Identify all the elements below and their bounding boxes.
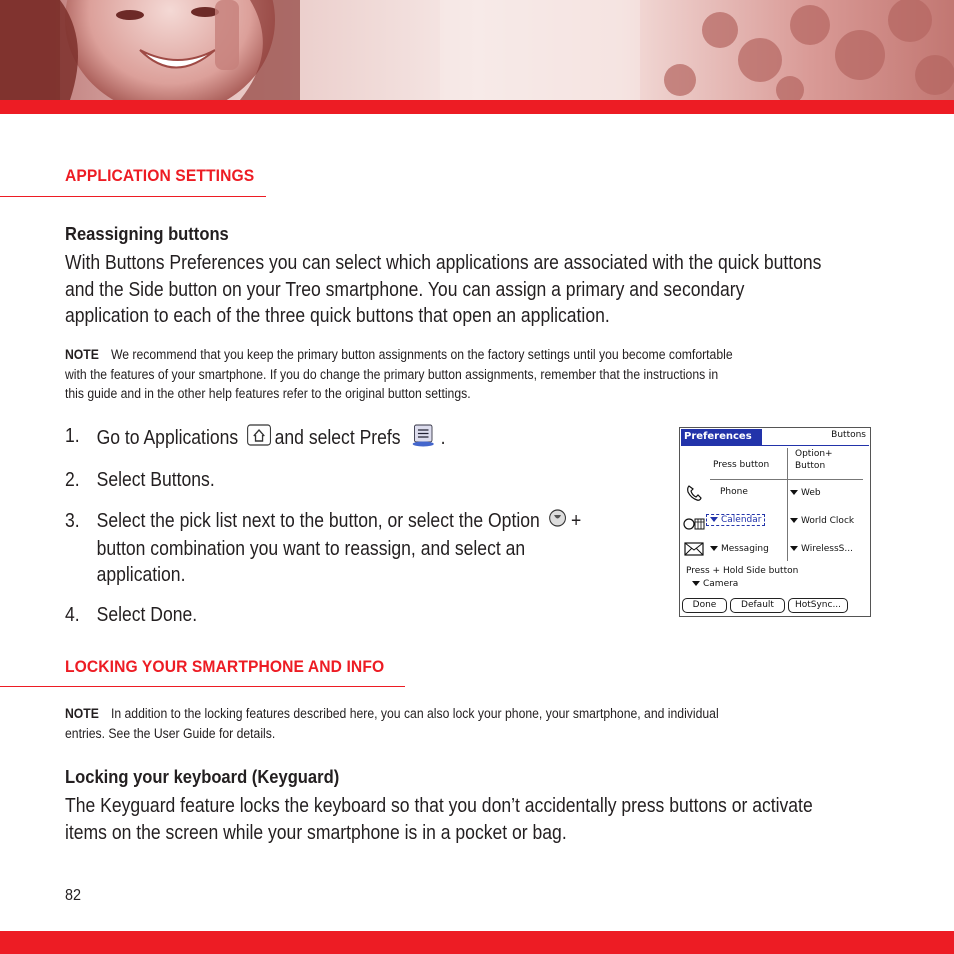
secondary-app-wireless[interactable]	[790, 544, 853, 554]
note-label: NOTE	[65, 347, 99, 363]
step-1	[65, 423, 445, 455]
screen-title: Preferences	[681, 429, 762, 445]
bottom-accent-bar	[0, 931, 954, 954]
step-number: 3.	[65, 510, 80, 532]
picklist-arrow-icon	[710, 517, 718, 522]
done-button[interactable]: Done	[682, 598, 727, 613]
secondary-app-world-clock[interactable]	[790, 516, 854, 526]
body-line: and the Side button on your Treo smartphone. You can assign a primary and secondary	[65, 278, 745, 301]
hotsync-button[interactable]: HotSync...	[788, 598, 848, 613]
default-button[interactable]: Default	[730, 598, 785, 613]
subhead-reassigning-buttons: Reassigning buttons	[65, 224, 229, 244]
step-number: 1.	[65, 425, 80, 447]
page-number: 82	[65, 887, 82, 904]
body-line: application to each of the three quick buttons that open an application.	[65, 305, 610, 327]
body-line: With Buttons Preferences you can select which applications are associated with the quick buttons	[65, 252, 822, 274]
top-accent-bar	[0, 100, 954, 114]
note-line: with the features of your smartphone. If you do change the primary button assignments, remember that the instructions in	[65, 366, 719, 383]
section-heading-locking: LOCKING YOUR SMARTPHONE AND INFO	[65, 657, 385, 676]
step-number: 2.	[65, 469, 80, 491]
note-button-assignments	[65, 346, 886, 405]
buttons-preferences-screenshot	[679, 427, 871, 617]
secondary-label: Web	[801, 488, 821, 498]
picklist-arrow-icon	[790, 490, 798, 495]
step-4	[65, 602, 197, 629]
col-header-option-line1: Option+	[795, 449, 833, 459]
step-2	[65, 467, 215, 494]
note-line: In addition to the locking features described here, you can also lock your phone, your smartphone, and individual	[110, 706, 719, 722]
step-text: Select the pick list next to the button, or select the Option	[96, 510, 540, 533]
note-line: this guide and in the other help features refer to the original button settings.	[65, 386, 471, 402]
body-line: The Keyguard feature locks the keyboard so that you don’t accidentally press buttons or activate	[65, 795, 813, 817]
calendar-icon	[683, 516, 705, 533]
secondary-app-web[interactable]	[790, 488, 821, 498]
body-paragraph-keyguard	[65, 793, 855, 846]
section-rule	[0, 686, 405, 687]
secondary-label: WirelessS...	[801, 544, 853, 554]
picklist-arrow-icon	[710, 546, 718, 551]
step-text: and select Prefs	[274, 427, 401, 450]
step-number: 4.	[65, 604, 80, 626]
note-locking-features	[65, 705, 886, 744]
title-underline	[681, 445, 869, 446]
option-key-icon	[548, 508, 567, 536]
note-line: entries. See the User Guide for details.	[65, 725, 276, 742]
prefs-icon	[409, 423, 437, 455]
header-photo	[0, 0, 954, 100]
step-text: Go to Applications	[96, 427, 239, 450]
mail-icon	[684, 542, 704, 559]
step-text: application.	[96, 564, 186, 586]
side-value-label: Camera	[703, 579, 739, 589]
step-3	[65, 508, 581, 589]
col-header-option-line2: Button	[795, 461, 826, 471]
primary-label: Calendar	[721, 515, 762, 525]
side-button-label: Press + Hold Side button	[686, 566, 799, 576]
secondary-label: World Clock	[801, 516, 855, 526]
picklist-arrow-icon	[692, 581, 700, 586]
column-divider	[787, 448, 788, 561]
home-icon	[247, 423, 272, 455]
primary-label: Messaging	[721, 544, 769, 554]
subhead-keyguard: Locking your keyboard (Keyguard)	[65, 767, 340, 787]
step-text: button combination you want to reassign, and select an	[96, 537, 526, 560]
side-button-app-camera[interactable]	[692, 579, 738, 589]
col-header-press-button: Press button	[713, 460, 770, 470]
phone-icon	[685, 484, 703, 505]
step-text: .	[440, 427, 446, 450]
section-rule	[0, 196, 266, 197]
primary-app-phone[interactable]: Phone	[720, 487, 748, 497]
note-line: We recommend that you keep the primary button assignments on the factory settings until you become comfortable	[110, 347, 733, 363]
primary-app-messaging[interactable]	[710, 544, 769, 554]
body-paragraph-reassigning	[65, 250, 855, 330]
picklist-arrow-icon	[790, 518, 798, 523]
screen-tab-buttons: Buttons	[831, 430, 866, 440]
header-banner	[0, 0, 954, 100]
step-text: +	[570, 510, 582, 533]
note-label: NOTE	[65, 706, 99, 722]
step-text: Select Done.	[96, 604, 198, 626]
step-text: Select Buttons.	[96, 469, 215, 491]
body-line: items on the screen while your smartphone is in a pocket or bag.	[65, 821, 567, 844]
picklist-arrow-icon	[790, 546, 798, 551]
primary-app-calendar[interactable]	[706, 514, 765, 526]
section-heading-application-settings: APPLICATION SETTINGS	[65, 166, 255, 185]
